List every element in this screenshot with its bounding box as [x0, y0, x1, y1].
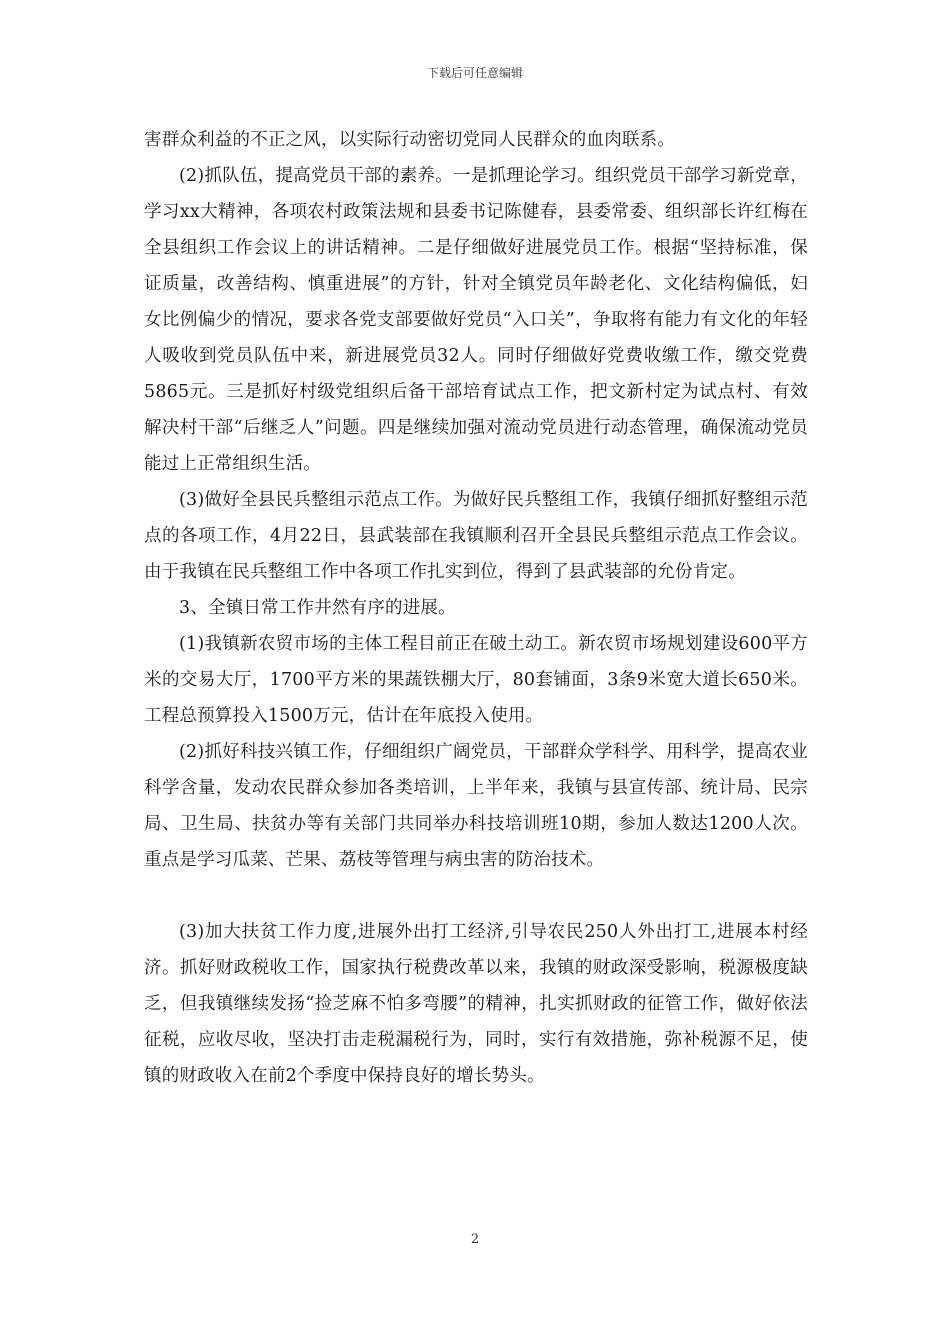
- paragraph-continuation: 害群众利益的不正之风，以实际行动密切党同人民群众的血肉联系。: [144, 130, 675, 150]
- paragraph-team-building: (2)抓队伍，提高党员干部的素养。一是抓理论学习。组织党员干部学习新党章，学习xx大精神，各项农村政策法规和县委书记陈健春，县委常委、组织部长许红梅在全县组织工作会议上的讲话精神。二是仔细做好进展党员工作。根据“坚持标准，保证质量，改善结构、慎重进展”的方针，针对全镇党员年龄老化、文化结构偏低，妇女比例偏少的情况，要求各党支部要做好党员“入口关”，争取将有能力有文化的年轻人吸收到党员队伍中来，新进展党员32人。同时仔细做好党费收缴工作，缴交党费5865元。三是抓好村级党组织后备干部培育试点工作，把文新村定为试点村、有效解决村干部“后继乏人”问题。四是继续加强对流动党员进行动态管理，确保流动党员能过上正常组织生活。: [144, 166, 808, 474]
- paragraph-poverty-finance: (3)加大扶贫工作力度,进展外出打工经济,引导农民250人外出打工,进展本村经济。抓好财政税收工作，国家执行税费改革以来，我镇的财政深受影响，税源极度缺乏，但我镇继续发扬“捡芝麻不怕多弯腰”的精神，扎实抓财政的征管工作，做好依法征税，应收尽收，坚决打击走税漏税行为，同时，实行有效措施，弥补税源不足，使镇的财政收入在前2个季度中保持良好的增长势头。: [144, 922, 808, 1086]
- section-heading-daily-work: 3、全镇日常工作井然有序的进展。: [179, 598, 456, 618]
- paragraph-market: (1)我镇新农贸市场的主体工程目前正在破土动工。新农贸市场规划建设600平方米的交易大厅，1700平方米的果蔬铁棚大厅，80套铺面，3条9米宽大道长650米。工程总预算投入1500万元，估计在年底投入使用。: [144, 634, 808, 726]
- page-number: 2: [470, 1232, 480, 1247]
- paragraph-technology: (2)抓好科技兴镇工作，仔细组织广阔党员，干部群众学科学、用科学，提高农业科学含量，发动农民群众参加各类培训，上半年来，我镇与县宣传部、统计局、民宗局、卫生局、扶贫办等有关部门共同举办科技培训班10期，参加人数达1200人次。重点是学习瓜菜、芒果、荔枝等管理与病虫害的防治技术。: [144, 742, 808, 870]
- document-body: [144, 122, 808, 1094]
- page-header: 下载后可任意编辑: [426, 66, 523, 80]
- paragraph-militia: (3)做好全县民兵整组示范点工作。为做好民兵整组工作，我镇仔细抓好整组示范点的各项工作，4月22日，县武装部在我镇顺利召开全县民兵整组示范点工作会议。由于我镇在民兵整组工作中各项工作扎实到位，得到了县武装部的允份肯定。: [144, 490, 808, 582]
